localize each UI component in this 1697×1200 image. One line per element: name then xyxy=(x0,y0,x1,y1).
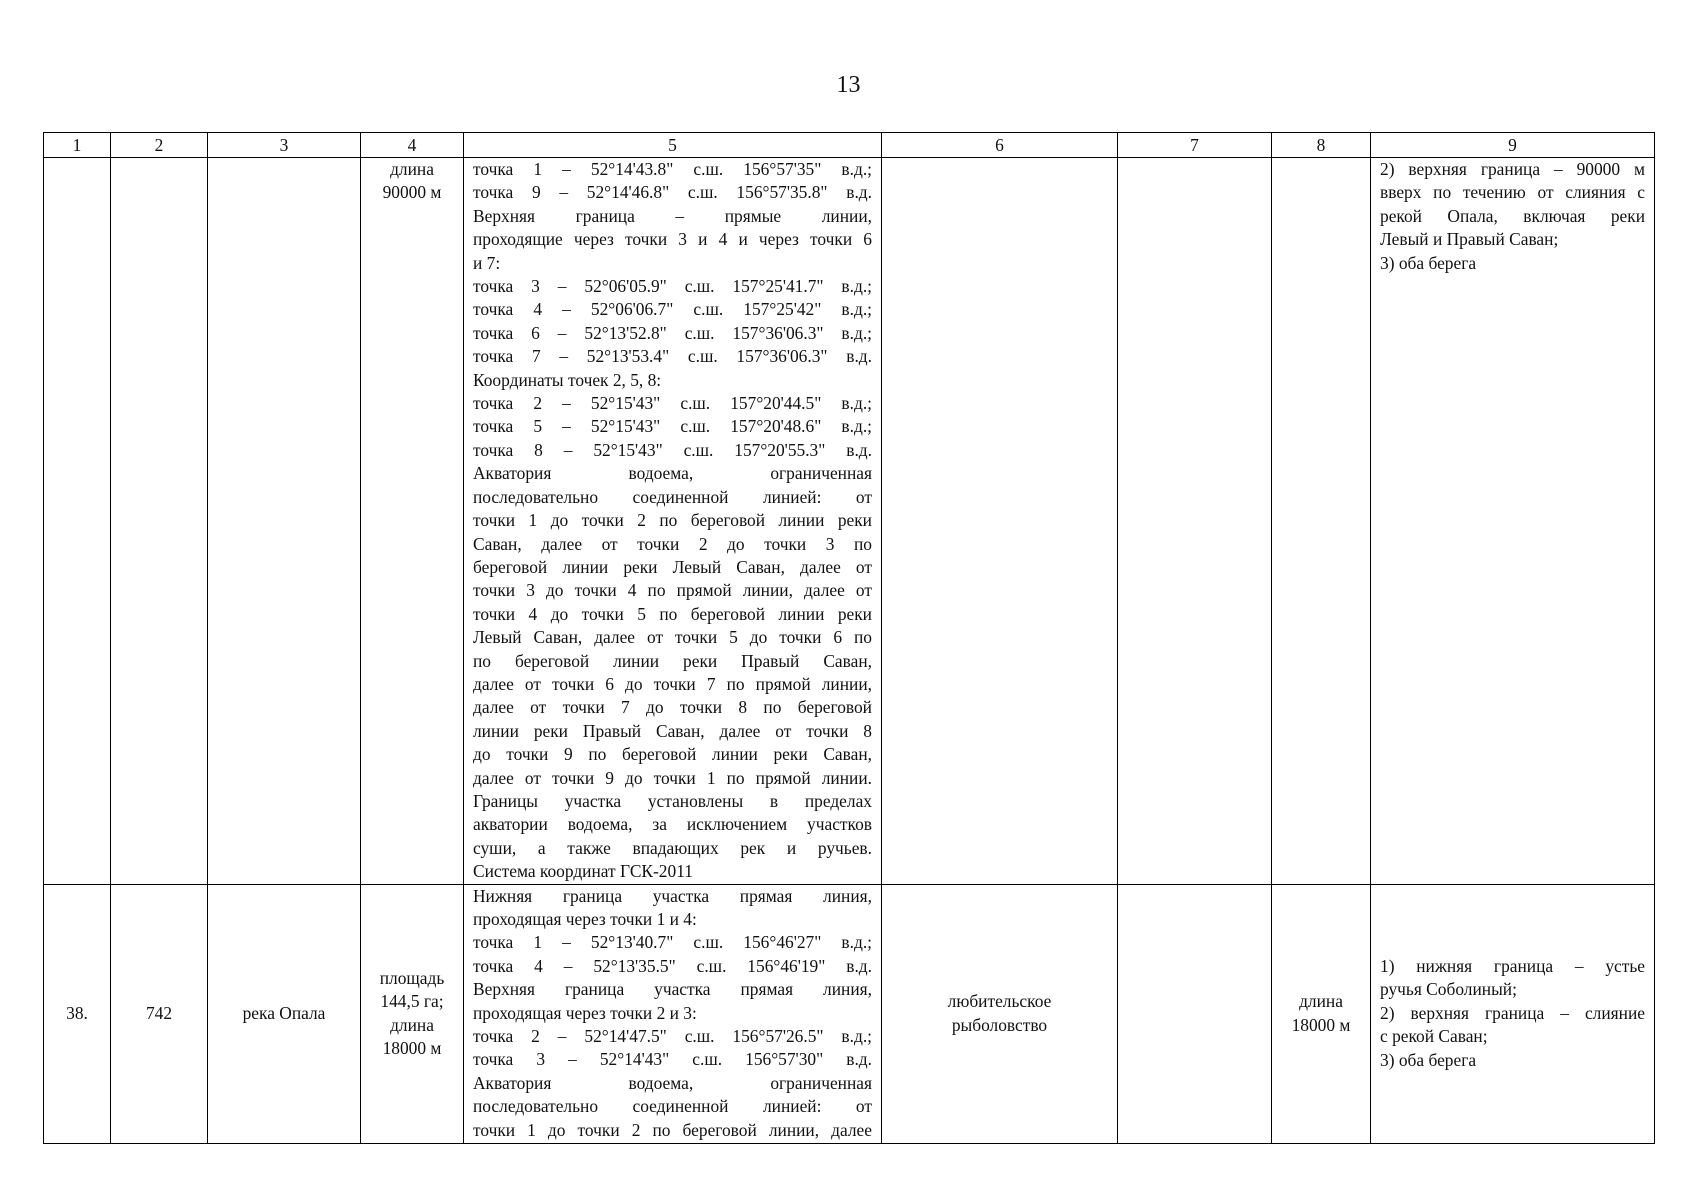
row2-usage-line2: рыболовство xyxy=(951,1014,1048,1035)
row2-col4 xyxy=(361,884,464,1143)
boundary-text-line: точка 1 – 52°14'43.8" с.ш. 156°57'35" в.д.; xyxy=(473,159,872,179)
boundary-text-line: Левый Саван, далее от точки 5 до точки 6 по xyxy=(473,627,872,648)
boundary-text-line: Система координат ГСК-2011 xyxy=(473,861,693,882)
boundary-text-line: и 7: xyxy=(473,252,501,273)
boundary-text-line: точка 9 – 52°14'46.8" с.ш. 156°57'35.8" в.д. xyxy=(473,182,872,203)
row1-length-label: длина xyxy=(390,159,434,179)
row2-col7 xyxy=(1118,884,1272,1143)
boundary-text-line: Верхняя граница – прямые линии, xyxy=(473,205,872,226)
row2-length8-label: длина xyxy=(1299,991,1343,1012)
header-cell-7: 7 xyxy=(1118,133,1272,158)
boundary-text-line: Саван, далее от точки 2 до точки 3 по xyxy=(473,533,872,554)
header-cell-4: 4 xyxy=(361,133,464,158)
header-cell-8: 8 xyxy=(1272,133,1371,158)
row2-boundary-notes xyxy=(1380,955,1645,1072)
header-cell-6: 6 xyxy=(882,133,1118,158)
boundary-text-line: точка 4 – 52°06'06.7" с.ш. 157°25'42" в.д.; xyxy=(473,299,872,320)
row2-col6 xyxy=(882,884,1118,1143)
boundary-text-line: точки 3 до точки 4 по прямой линии, далее от xyxy=(473,580,872,601)
boundary-note-line: вверх по течению от слияния с xyxy=(1380,182,1645,203)
boundary-text-line: точки 4 до точки 5 по береговой линии реки xyxy=(473,603,872,624)
boundary-note-line: 2) верхняя граница – слияние xyxy=(1380,1002,1645,1023)
row1-col8 xyxy=(1272,158,1371,885)
row1-col7 xyxy=(1118,158,1272,885)
boundary-note-line: с рекой Саван; xyxy=(1380,1026,1488,1047)
boundary-text-line: точка 2 – 52°14'47.5" с.ш. 156°57'26.5" в.д.; xyxy=(473,1026,872,1047)
boundary-text-line: точка 5 – 52°15'43" с.ш. 157°20'48.6" в.д.; xyxy=(473,416,872,437)
boundary-text-line: точка 2 – 52°15'43" с.ш. 157°20'44.5" в.д.; xyxy=(473,393,872,414)
boundary-text-line: точка 3 – 52°06'05.9" с.ш. 157°25'41.7" в.д.; xyxy=(473,276,872,297)
row2-length-label: длина xyxy=(390,1014,434,1035)
row2-length-value: 18000 м xyxy=(382,1038,442,1058)
boundary-text-line: далее от точки 6 до точки 7 по прямой линии, xyxy=(473,673,872,694)
boundary-text-line: проходящая через точки 1 и 4: xyxy=(473,909,697,929)
boundary-text-line: линии реки Правый Саван, далее от точки 8 xyxy=(473,720,872,741)
row2-usage-line1: любительское xyxy=(947,991,1052,1012)
boundary-note-line: 1) нижняя граница – устье xyxy=(1380,956,1645,977)
boundary-text-line: точка 4 – 52°13'35.5" с.ш. 156°46'19" в.д. xyxy=(473,955,872,976)
header-cell-5: 5 xyxy=(464,133,882,158)
boundary-text-line: акватории водоема, за исключением участков xyxy=(473,814,872,835)
row1-col3 xyxy=(208,158,361,885)
boundary-text-line: суши, а также впадающих рек и ручьев. xyxy=(473,837,872,858)
boundary-text-line: далее от точки 9 до точки 1 по прямой линии. xyxy=(473,767,872,788)
row1-col2 xyxy=(111,158,208,885)
row2-col8 xyxy=(1272,884,1371,1143)
header-cell-9: 9 xyxy=(1371,133,1655,158)
boundary-note-line: 3) оба берега xyxy=(1380,252,1477,273)
header-cell-1: 1 xyxy=(44,133,111,158)
boundary-text-line: проходящие через точки 3 и 4 и через точки 6 xyxy=(473,229,872,250)
boundary-text-line: последовательно соединенной линией: от xyxy=(473,1096,872,1117)
boundary-text-line: Нижняя граница участка прямая линия, xyxy=(473,885,872,906)
water-areas-table xyxy=(43,132,1655,1144)
boundary-text-line: Координаты точек 2, 5, 8: xyxy=(473,369,662,390)
row1-col5-boundaries xyxy=(464,158,882,885)
boundary-note-line: Левый и Правый Саван; xyxy=(1380,229,1559,250)
boundary-note-line: ручья Соболиный; xyxy=(1380,979,1517,1000)
row2-col5-boundaries xyxy=(464,884,882,1143)
header-cell-2: 2 xyxy=(111,133,208,158)
boundary-text-line: далее от точки 7 до точки 8 по береговой xyxy=(473,697,872,718)
boundary-text-line: проходящая через точки 2 и 3: xyxy=(473,1002,697,1023)
boundary-text-line: точка 7 – 52°13'53.4" с.ш. 157°36'06.3" в.д. xyxy=(473,346,872,367)
boundary-text-line: точки 1 до точки 2 по береговой линии, далее xyxy=(473,1119,872,1140)
row1-boundary-notes xyxy=(1380,158,1645,275)
page-number: 13 xyxy=(836,72,861,98)
boundary-note-line: рекой Опала, включая реки xyxy=(1380,205,1645,226)
row2-area-label: площадь xyxy=(379,967,445,988)
boundary-text-line: Акватория водоема, ограниченная xyxy=(473,1072,872,1093)
row2-col9 xyxy=(1371,884,1655,1143)
boundary-text-line: точка 8 – 52°15'43" с.ш. 157°20'55.3" в.д. xyxy=(473,439,872,460)
boundary-text-line: последовательно соединенной линией: от xyxy=(473,486,872,507)
row2-col1: 38. xyxy=(44,884,111,1143)
boundary-text-line: точка 1 – 52°13'40.7" с.ш. 156°46'27" в.д.; xyxy=(473,932,872,953)
boundary-text-line: до точки 9 по береговой линии реки Саван, xyxy=(473,744,872,765)
header-cell-3: 3 xyxy=(208,133,361,158)
boundary-text-line: Верхняя граница участка прямая линия, xyxy=(473,979,872,1000)
row2-boundary-text xyxy=(473,885,872,1142)
row1-col4 xyxy=(361,158,464,885)
row2-col3: река Опала xyxy=(208,884,361,1143)
boundary-text-line: Акватория водоема, ограниченная xyxy=(473,463,872,484)
boundary-text-line: точки 1 до точки 2 по береговой линии реки xyxy=(473,510,872,531)
row1-length-value: 90000 м xyxy=(382,182,442,203)
boundary-note-line: 2) верхняя граница – 90000 м xyxy=(1380,159,1645,179)
row1-boundary-text xyxy=(473,158,872,884)
row1-col9 xyxy=(1371,158,1655,885)
boundary-note-line: 3) оба берега xyxy=(1380,1049,1477,1070)
table-row xyxy=(44,158,1655,885)
row1-col1 xyxy=(44,158,111,885)
header-row xyxy=(44,133,1655,158)
boundary-text-line: береговой линии реки Левый Саван, далее от xyxy=(473,556,872,577)
boundary-text-line: по береговой линии реки Правый Саван, xyxy=(473,650,872,671)
boundary-text-line: Границы участка установлены в пределах xyxy=(473,790,872,811)
row2-length8-value: 18000 м xyxy=(1291,1014,1351,1035)
row2-col2: 742 xyxy=(111,884,208,1143)
row1-col6 xyxy=(882,158,1118,885)
boundary-text-line: точка 6 – 52°13'52.8" с.ш. 157°36'06.3" в.д.; xyxy=(473,322,872,343)
row2-area-value: 144,5 га; xyxy=(380,991,444,1012)
table-row xyxy=(44,884,1655,1143)
boundary-text-line: точка 3 – 52°14'43" с.ш. 156°57'30" в.д. xyxy=(473,1049,872,1070)
